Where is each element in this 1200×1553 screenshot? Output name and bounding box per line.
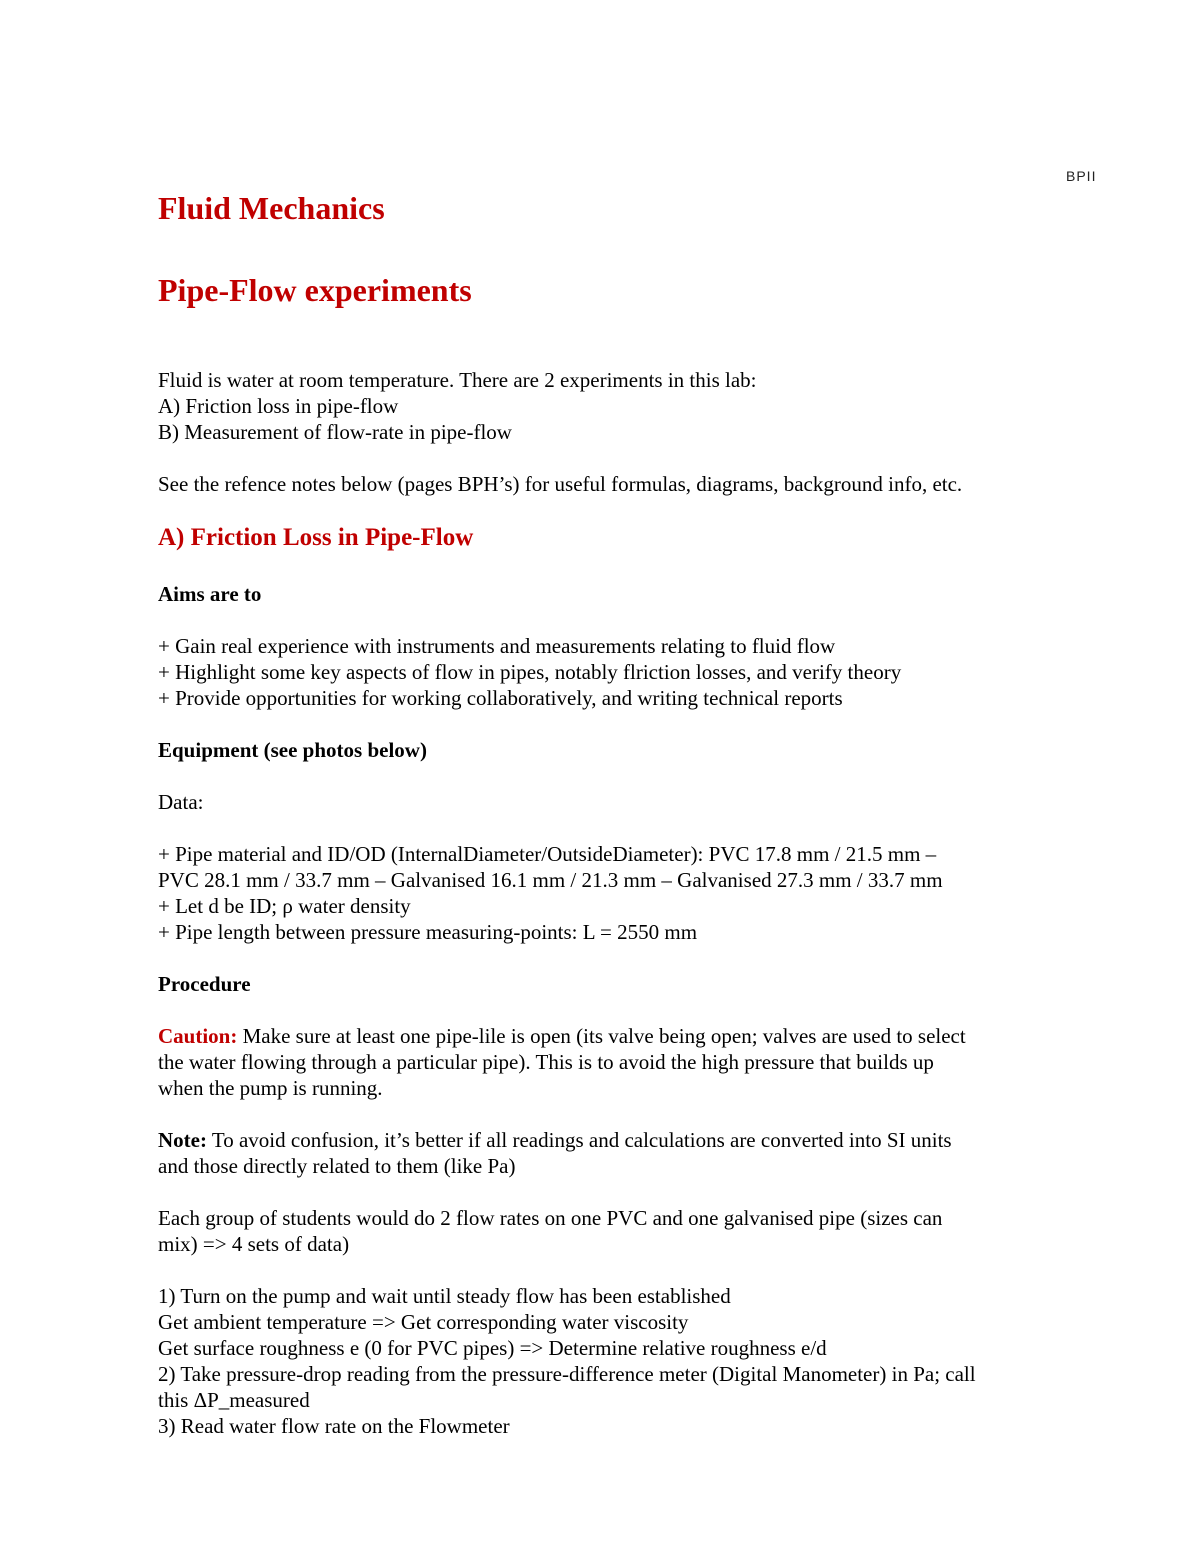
intro-line: Fluid is water at room temperature. There are 2 experiments in this lab: (158, 368, 757, 392)
aims-item: + Gain real experience with instruments and measurements relating to fluid flow (158, 634, 836, 658)
document-title: Fluid Mechanics (158, 190, 385, 226)
equipment-data-label: Data: (158, 790, 204, 814)
caution-line: the water flowing through a particular pipe). This is to avoid the high pressure that builds up (158, 1050, 934, 1074)
caution-label: Caution: (158, 1024, 238, 1048)
aims-heading: Aims are to (158, 582, 262, 606)
caution-text: Make sure at least one pipe-lile is open (its valve being open; valves are used to select (237, 1024, 966, 1048)
reference-note: See the refence notes below (pages BPH’s) for useful formulas, diagrams, background info, etc. (158, 472, 963, 496)
aims-item: + Highlight some key aspects of flow in pipes, notably flriction losses, and verify theory (158, 660, 902, 684)
equipment-line: + Pipe length between pressure measuring-points: L = 2550 mm (158, 920, 698, 944)
procedure-step: 3) Read water flow rate on the Flowmeter (158, 1414, 510, 1438)
note-label: Note: (158, 1128, 207, 1152)
note-text: To avoid confusion, it’s better if all readings and calculations are converted into SI units (206, 1128, 952, 1152)
procedure-step: 1) Turn on the pump and wait until steady flow has been established (158, 1284, 731, 1308)
group-line: mix) => 4 sets of data) (158, 1232, 350, 1256)
page-code: BPII (1066, 168, 1097, 184)
procedure-step: this ΔP_measured (158, 1388, 310, 1412)
note-line (158, 1128, 952, 1153)
caution-line: when the pump is running. (158, 1076, 383, 1100)
caution-line (158, 1024, 966, 1049)
document-subtitle: Pipe-Flow experiments (158, 272, 472, 308)
procedure-step: 2) Take pressure-drop reading from the pressure-difference meter (Digital Manometer) in Pa; call (158, 1362, 976, 1386)
group-line: Each group of students would do 2 flow rates on one PVC and one galvanised pipe (sizes can (158, 1206, 943, 1230)
equipment-line: PVC 28.1 mm / 33.7 mm – Galvanised 16.1 mm / 21.3 mm – Galvanised 27.3 mm / 33.7 mm (158, 868, 943, 892)
procedure-heading: Procedure (158, 972, 251, 996)
procedure-step: Get surface roughness e (0 for PVC pipes) => Determine relative roughness e/d (158, 1336, 827, 1360)
note-line: and those directly related to them (like Pa) (158, 1154, 516, 1178)
equipment-line: + Let d be ID; ρ water density (158, 894, 411, 918)
equipment-line: + Pipe material and ID/OD (InternalDiameter/OutsideDiameter): PVC 17.8 mm / 21.5 mm – (158, 842, 937, 866)
intro-line: B) Measurement of flow-rate in pipe-flow (158, 420, 512, 444)
procedure-step: Get ambient temperature => Get corresponding water viscosity (158, 1310, 689, 1334)
intro-line: A) Friction loss in pipe-flow (158, 394, 399, 418)
section-a-heading: A) Friction Loss in Pipe-Flow (158, 524, 474, 551)
aims-item: + Provide opportunities for working collaboratively, and writing technical reports (158, 686, 843, 710)
equipment-heading: Equipment (see photos below) (158, 738, 427, 762)
